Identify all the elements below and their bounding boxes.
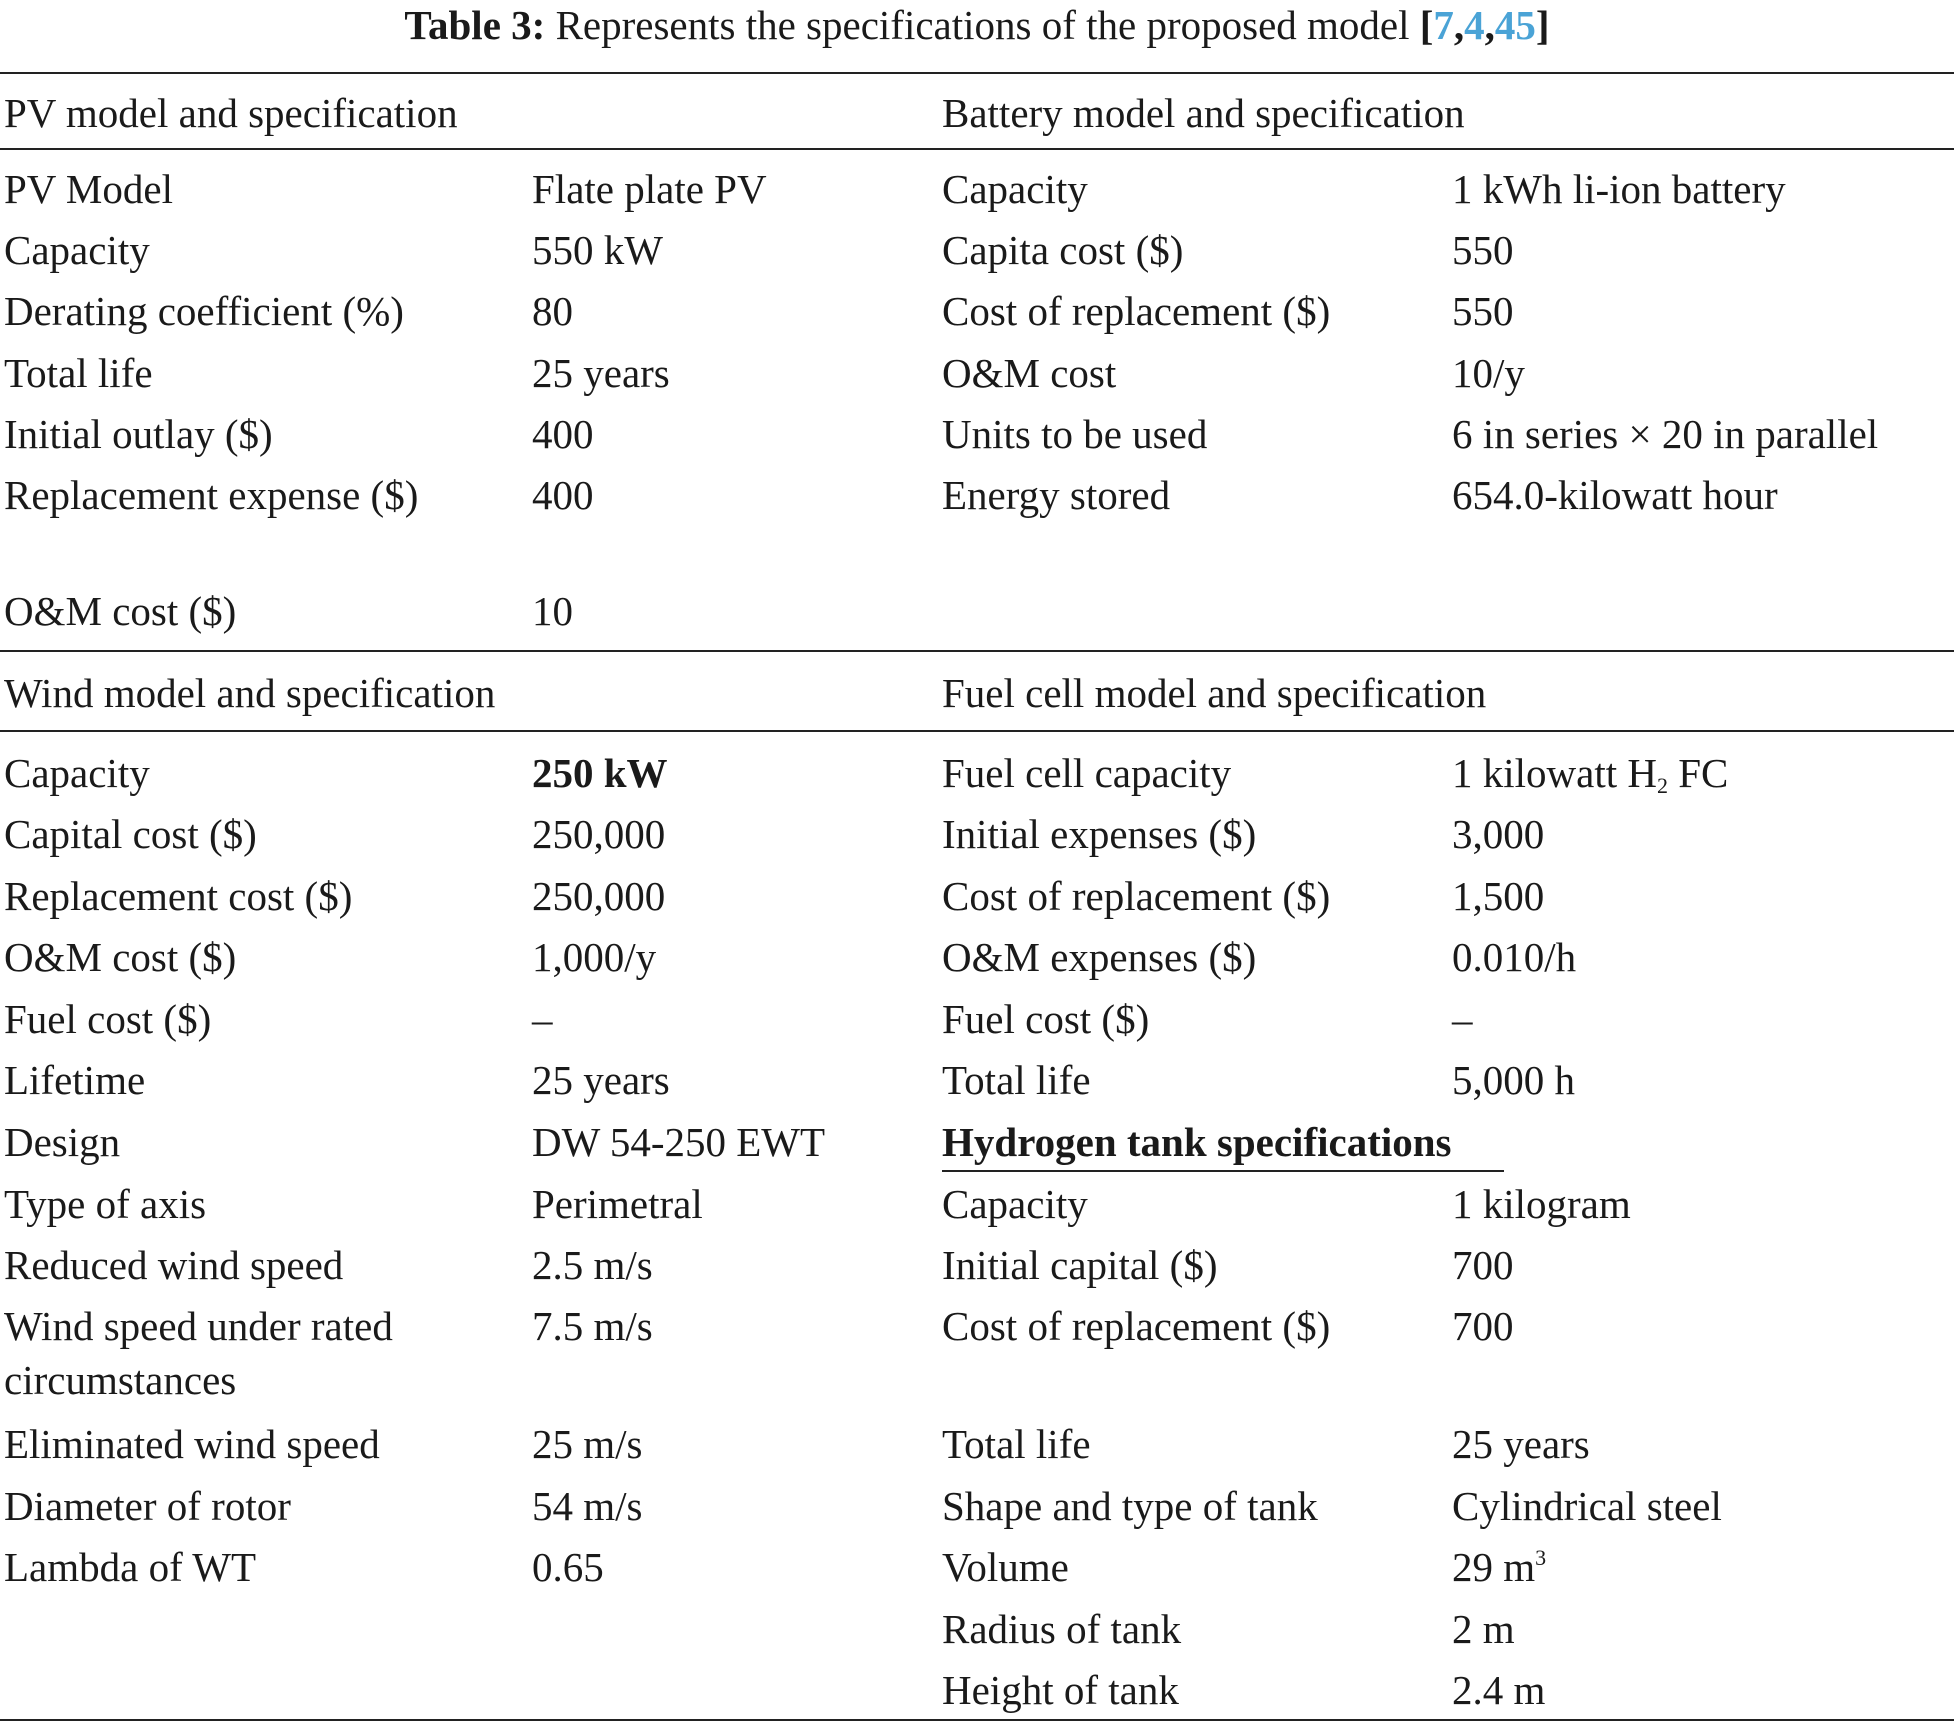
hydrogen-header-underline: [942, 1170, 1504, 1172]
wind-value-rated-speed: 7.5 m/s: [532, 1303, 653, 1349]
wind-value-axis-type: Perimetral: [532, 1181, 703, 1227]
pv-value-derating: 80: [532, 288, 573, 334]
pv-value-replacement: 400: [532, 472, 594, 518]
hydrogen-label-radius: Radius of tank: [942, 1606, 1182, 1652]
fuelcell-value-initial: 3,000: [1452, 811, 1545, 857]
hydrogen-label-volume: Volume: [942, 1544, 1069, 1590]
pv-value-model: Flate plate PV: [532, 166, 767, 212]
pv-value-initial-outlay: 400: [532, 411, 594, 457]
wind-label-rated-speed: Wind speed under rated circumstances: [4, 1303, 393, 1403]
wind-label-eliminated-speed: Eliminated wind speed: [4, 1421, 380, 1467]
hydrogen-label-replacement: Cost of replacement ($): [942, 1303, 1331, 1349]
wind-value-reduced-speed: 2.5 m/s: [532, 1242, 653, 1288]
fuelcell-value-om: 0.010/h: [1452, 934, 1577, 980]
h2-subscript: 2: [1656, 773, 1668, 798]
table-caption: Table 3: Represents the specifications of the proposed model [7,4,45]: [404, 2, 1550, 48]
hydrogen-value-radius: 2 m: [1452, 1606, 1515, 1652]
battery-value-capital-cost: 550: [1452, 227, 1514, 273]
wind-value-lifetime: 25 years: [532, 1057, 670, 1103]
pv-header-rule: [0, 148, 1954, 150]
citation-link-4[interactable]: 4: [1464, 2, 1485, 48]
hydrogen-label-height: Height of tank: [942, 1667, 1179, 1713]
fuelcell-value-fuel-cost: –: [1452, 996, 1473, 1042]
citation-link-45[interactable]: 45: [1494, 2, 1536, 48]
hydrogen-label-shape: Shape and type of tank: [942, 1483, 1318, 1529]
pv-label-capacity: Capacity: [4, 227, 150, 273]
pv-section-title: PV model and specification: [4, 90, 458, 136]
wind-value-capacity: 250 kW: [532, 750, 668, 796]
wind-value-capital-cost: 250,000: [532, 811, 666, 857]
battery-label-capacity: Capacity: [942, 166, 1088, 212]
wind-label-axis-type: Type of axis: [4, 1181, 207, 1227]
hydrogen-value-shape: Cylindrical steel: [1452, 1483, 1722, 1529]
battery-label-replacement: Cost of replacement ($): [942, 288, 1331, 334]
battery-section-title: Battery model and specification: [942, 90, 1465, 136]
battery-label-capital-cost: Capita cost ($): [942, 227, 1184, 273]
hydrogen-value-height: 2.4 m: [1452, 1667, 1546, 1713]
pv-value-om-cost: 10: [532, 588, 573, 634]
hydrogen-label-total-life: Total life: [942, 1421, 1091, 1467]
wind-value-lambda: 0.65: [532, 1544, 604, 1590]
table-top-rule: [0, 72, 1954, 74]
hydrogen-value-initial: 700: [1452, 1242, 1514, 1288]
caption-label: Table 3:: [404, 2, 546, 48]
fuelcell-value-replacement: 1,500: [1452, 873, 1545, 919]
wind-label-replacement: Replacement cost ($): [4, 873, 353, 919]
hydrogen-label-capacity: Capacity: [942, 1181, 1088, 1227]
hydrogen-label-initial: Initial capital ($): [942, 1242, 1218, 1288]
wind-value-rotor-diameter: 54 m/s: [532, 1483, 643, 1529]
pv-label-om-cost: O&M cost ($): [4, 588, 237, 634]
pv-label-replacement: Replacement expense ($): [4, 472, 419, 518]
battery-value-energy-stored: 654.0-kilowatt hour: [1452, 472, 1778, 518]
battery-value-capacity: 1 kWh li-ion battery: [1452, 166, 1786, 212]
fuelcell-label-fuel-cost: Fuel cost ($): [942, 996, 1150, 1042]
fuelcell-label-replacement: Cost of replacement ($): [942, 873, 1331, 919]
fuelcell-label-om: O&M expenses ($): [942, 934, 1257, 980]
wind-value-design: DW 54-250 EWT: [532, 1119, 826, 1165]
battery-label-units: Units to be used: [942, 411, 1208, 457]
wind-label-design: Design: [4, 1119, 121, 1165]
wind-header-rule: [0, 730, 1954, 732]
fuelcell-value-total-life: 5,000 h: [1452, 1057, 1575, 1103]
wind-label-lifetime: Lifetime: [4, 1057, 146, 1103]
pv-label-model: PV Model: [4, 166, 173, 212]
fuelcell-label-capacity: Fuel cell capacity: [942, 750, 1232, 796]
cubic-superscript: 3: [1535, 1545, 1547, 1570]
citation-link-7[interactable]: 7: [1433, 2, 1454, 48]
pv-label-derating: Derating coefficient (%): [4, 288, 404, 334]
fuelcell-label-total-life: Total life: [942, 1057, 1091, 1103]
wind-label-rotor-diameter: Diameter of rotor: [4, 1483, 291, 1529]
battery-label-om-cost: O&M cost: [942, 350, 1117, 396]
pv-label-initial-outlay: Initial outlay ($): [4, 411, 273, 457]
caption-bracket-open: [: [1419, 2, 1434, 48]
battery-value-om-cost: 10/y: [1452, 350, 1525, 396]
wind-value-replacement: 250,000: [532, 873, 666, 919]
wind-value-om-cost: 1,000/y: [532, 934, 657, 980]
hydrogen-value-capacity: 1 kilogram: [1452, 1181, 1631, 1227]
wind-value-eliminated-speed: 25 m/s: [532, 1421, 643, 1467]
hydrogen-section-title: Hydrogen tank specifications: [942, 1119, 1452, 1165]
table-bottom-rule: [0, 1719, 1954, 1721]
wind-label-capacity: Capacity: [4, 750, 150, 796]
pv-value-capacity: 550 kW: [532, 227, 663, 273]
wind-label-om-cost: O&M cost ($): [4, 934, 237, 980]
wind-label-capital-cost: Capital cost ($): [4, 811, 257, 857]
hydrogen-value-volume: 29 $m^3$: [1452, 1544, 1547, 1590]
wind-label-lambda: Lambda of WT: [4, 1544, 256, 1590]
fuelcell-value-capacity: 1 kilowatt $H_2$ FC: [1452, 750, 1729, 798]
caption-bracket-close: ]: [1535, 2, 1550, 48]
pv-value-total-life: 25 years: [532, 350, 670, 396]
fuelcell-label-initial: Initial expenses ($): [942, 811, 1257, 857]
wind-section-title: Wind model and specification: [4, 670, 496, 716]
hydrogen-value-total-life: 25 years: [1452, 1421, 1590, 1467]
fuelcell-section-title: Fuel cell model and specification: [942, 670, 1487, 716]
pv-label-total-life: Total life: [4, 350, 153, 396]
wind-label-fuel-cost: Fuel cost ($): [4, 996, 212, 1042]
wind-value-fuel-cost: –: [532, 996, 553, 1042]
section-divider-rule: [0, 650, 1954, 652]
hydrogen-value-replacement: 700: [1452, 1303, 1514, 1349]
battery-value-units: 6 in series × 20 in parallel: [1452, 411, 1879, 457]
caption-text: Represents the specifications of the proposed model: [555, 2, 1410, 48]
wind-label-reduced-speed: Reduced wind speed: [4, 1242, 344, 1288]
battery-label-energy-stored: Energy stored: [942, 472, 1171, 518]
battery-value-replacement: 550: [1452, 288, 1514, 334]
